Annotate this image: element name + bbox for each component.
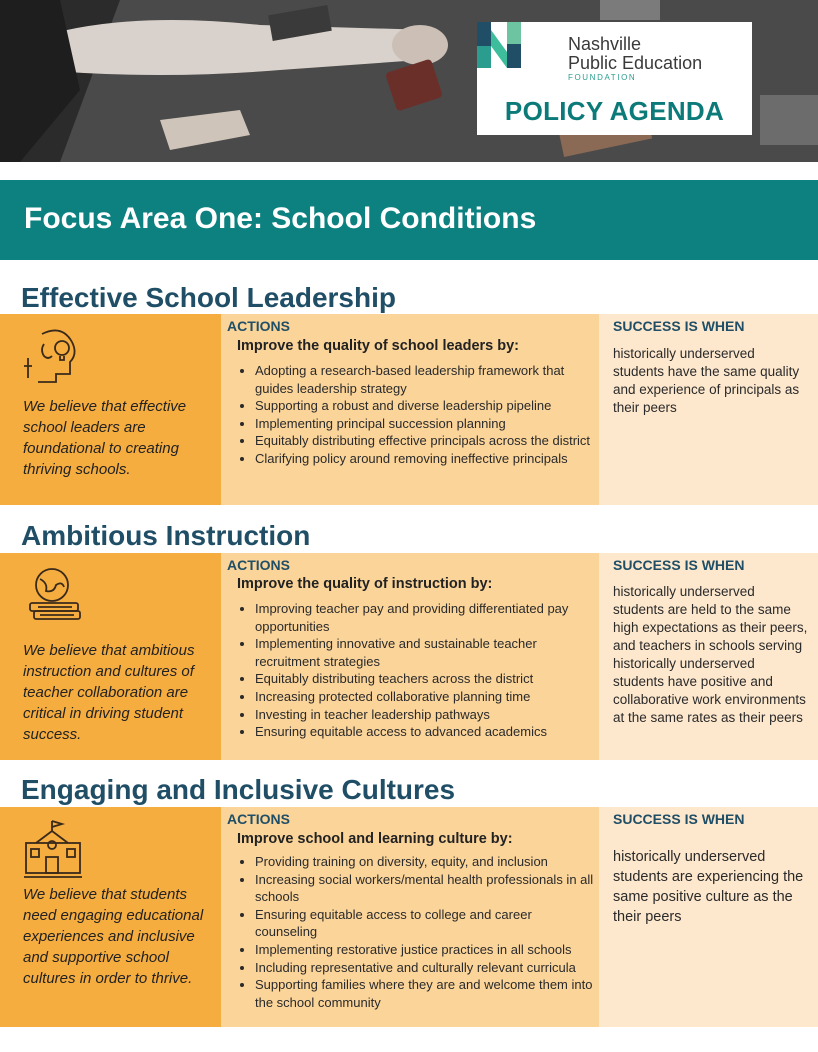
section-title-instruction: Ambitious Instruction [21, 520, 311, 551]
belief-panel [0, 553, 221, 760]
list-item: • Ensuring equitable access to college and career counseling [255, 906, 595, 941]
section-cultures [0, 807, 818, 1027]
actions-label: ACTIONS [227, 557, 290, 573]
actions-list [235, 362, 595, 468]
success-text: historically underserved students are held to the same high expectations as their peers, and teachers in schools serving historically underserved students have positive and collaborative work environments at the same rates as their peers [613, 584, 808, 725]
org-name [568, 35, 702, 73]
success-label: SUCCESS IS WHEN [613, 318, 745, 334]
list-item: • Equitably distributing teachers across the district [255, 670, 595, 688]
actions-list [235, 853, 595, 1011]
belief-text: We believe that students need engaging educational experiences and inclusive and supportive school cultures in order to thrive. [23, 886, 204, 987]
actions-label: ACTIONS [227, 318, 290, 334]
section-leadership [0, 314, 818, 505]
head-lightbulb-icon [22, 326, 84, 388]
policy-agenda-title: POLICY AGENDA [504, 96, 725, 126]
success-panel [599, 314, 818, 505]
list-item: • Supporting a robust and diverse leadership pipeline [255, 397, 595, 415]
actions-lead: Improve the quality of instruction by: [237, 576, 493, 592]
org-name-line2: Public Education [568, 53, 703, 73]
npef-logo-icon [477, 22, 521, 68]
success-label: SUCCESS IS WHEN [613, 557, 745, 573]
hero-photo [0, 0, 818, 162]
list-item: • Increasing protected collaborative planning time [255, 688, 595, 706]
belief-text: We believe that effective school leaders are foundational to creating thriving schools. [23, 398, 187, 478]
org-subtitle: FOUNDATION [568, 73, 637, 82]
belief-panel [0, 807, 221, 1027]
belief-panel [0, 314, 221, 505]
list-item: • Equitably distributing effective principals across the district [255, 432, 595, 450]
actions-panel [221, 807, 599, 1027]
list-item: • Including representative and culturally relevant curricula [255, 959, 595, 977]
focus-area-banner [0, 180, 818, 260]
list-item: • Supporting families where they are and welcome them into the school community [255, 976, 595, 1011]
actions-label: ACTIONS [227, 811, 290, 827]
success-label: SUCCESS IS WHEN [613, 811, 745, 827]
actions-lead: Improve school and learning culture by: [237, 831, 513, 847]
list-item: • Implementing innovative and sustainable teacher recruitment strategies [255, 635, 595, 670]
success-panel [599, 807, 818, 1027]
globe-books-icon [22, 563, 84, 625]
success-text: historically underserved students are experiencing the same positive culture as the their peers [613, 849, 804, 925]
list-item: • Ensuring equitable access to advanced academics [255, 723, 595, 741]
list-item: • Increasing social workers/mental health professionals in all schools [255, 871, 595, 906]
section-title-cultures: Engaging and Inclusive Cultures [21, 774, 456, 805]
logo-card [477, 22, 752, 135]
belief-text: We believe that ambitious instruction and cultures of teacher collaboration are critical in driving student success. [23, 642, 195, 743]
list-item: • Clarifying policy around removing ineffective principals [255, 450, 595, 468]
list-item: • Implementing restorative justice practices in all schools [255, 941, 595, 959]
school-building-icon [22, 819, 84, 881]
org-name-line1: Nashville [568, 34, 642, 54]
list-item: • Investing in teacher leadership pathways [255, 706, 595, 724]
focus-area-title: Focus Area One: School Conditions [24, 202, 537, 235]
actions-lead: Improve the quality of school leaders by: [237, 338, 520, 354]
success-panel [599, 553, 818, 760]
section-instruction [0, 553, 818, 760]
actions-list [235, 600, 595, 741]
actions-panel [221, 314, 599, 505]
actions-panel [221, 553, 599, 760]
list-item: • Adopting a research-based leadership framework that guides leadership strategy [255, 362, 595, 397]
list-item: • Providing training on diversity, equity, and inclusion [255, 853, 595, 871]
success-text: historically underserved students have the same quality and experience of principals as their peers [613, 346, 800, 415]
list-item: • Improving teacher pay and providing differentiated pay opportunities [255, 600, 595, 635]
list-item: • Implementing principal succession planning [255, 415, 595, 433]
section-title-leadership: Effective School Leadership [21, 282, 396, 313]
